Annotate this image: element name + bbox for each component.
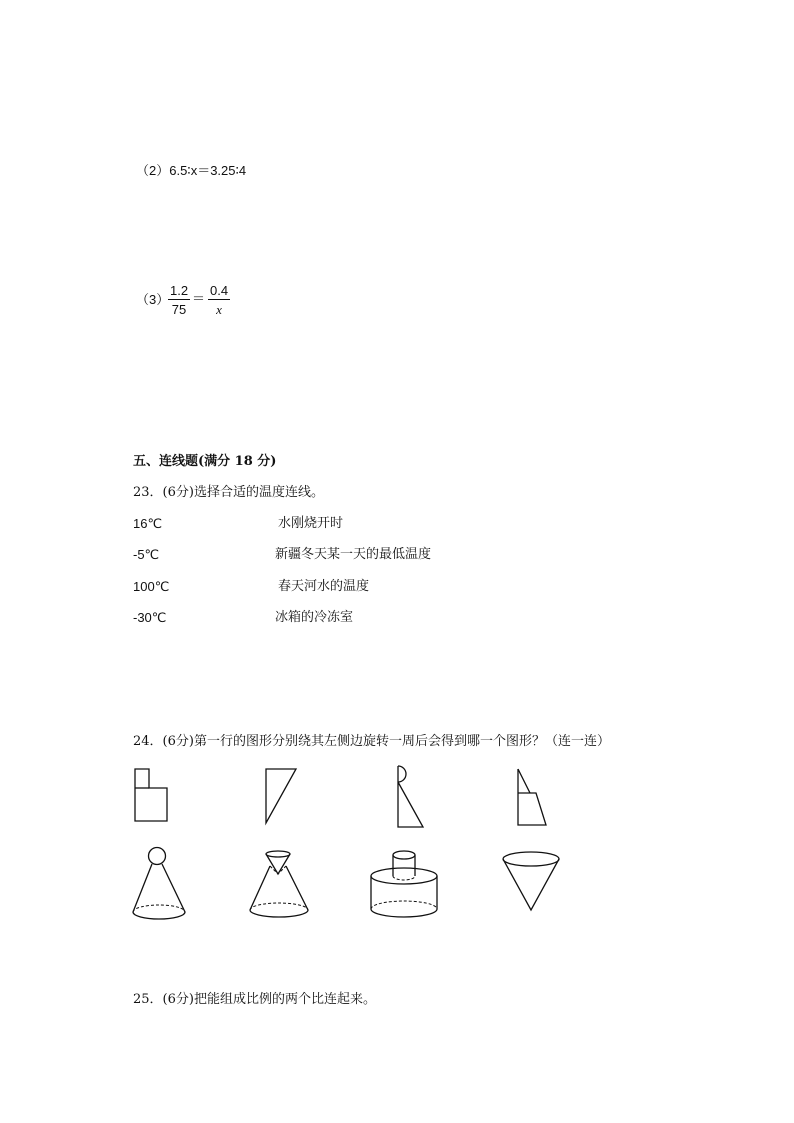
equation-2-label: （2） xyxy=(136,163,170,178)
equation-3-label: （3） xyxy=(136,292,170,307)
cone-on-frustum-solid[interactable] xyxy=(246,848,314,920)
section-5-title: 五、连线题(满分 18 分) xyxy=(133,454,277,469)
q23-right-item-1[interactable]: 水刚烧开时 xyxy=(278,516,344,531)
q24-prompt: 24．(6分)第一行的图形分别绕其左侧边旋转一周后会得到哪一个图形？（连一连） xyxy=(133,734,610,749)
q23-left-item-1[interactable]: 16℃ xyxy=(133,516,163,531)
right-numerator: 0.4 xyxy=(210,283,229,298)
q23-left-item-3[interactable]: 100℃ xyxy=(133,579,170,594)
q23-right-item-3[interactable]: 春天河水的温度 xyxy=(278,579,370,594)
equation-3-right-fraction xyxy=(208,284,230,316)
equation-3-equals: ＝ xyxy=(192,291,206,306)
left-numerator: 1.2 xyxy=(170,283,189,298)
step-rectangle-figure[interactable] xyxy=(134,768,168,822)
inverted-cone-solid[interactable] xyxy=(499,848,563,912)
q23-left-item-4[interactable]: -30℃ xyxy=(133,610,167,625)
right-triangle-figure[interactable] xyxy=(264,768,298,824)
trapezoid-triangle-figure[interactable] xyxy=(516,768,548,826)
semicircle-triangle-figure[interactable] xyxy=(395,764,425,828)
cylinder-on-cylinder-solid[interactable] xyxy=(368,848,442,920)
right-denominator: x xyxy=(216,302,222,317)
q23-prompt: 23．(6分)选择合适的温度连线。 xyxy=(133,485,324,500)
q25-prompt: 25．(6分)把能组成比例的两个比连起来。 xyxy=(133,992,376,1007)
q23-left-item-2[interactable]: -5℃ xyxy=(133,547,160,562)
equation-3-left-fraction xyxy=(168,284,190,316)
q23-right-item-4[interactable]: 冰箱的冷冻室 xyxy=(275,610,354,625)
q23-right-item-2[interactable]: 新疆冬天某一天的最低温度 xyxy=(275,547,432,562)
sphere-on-cone-solid[interactable] xyxy=(130,846,192,922)
equation-2 xyxy=(136,164,246,177)
left-denominator: 75 xyxy=(171,302,187,317)
equation-2-expression: 6.5∶x＝3.25∶4 xyxy=(169,163,247,178)
